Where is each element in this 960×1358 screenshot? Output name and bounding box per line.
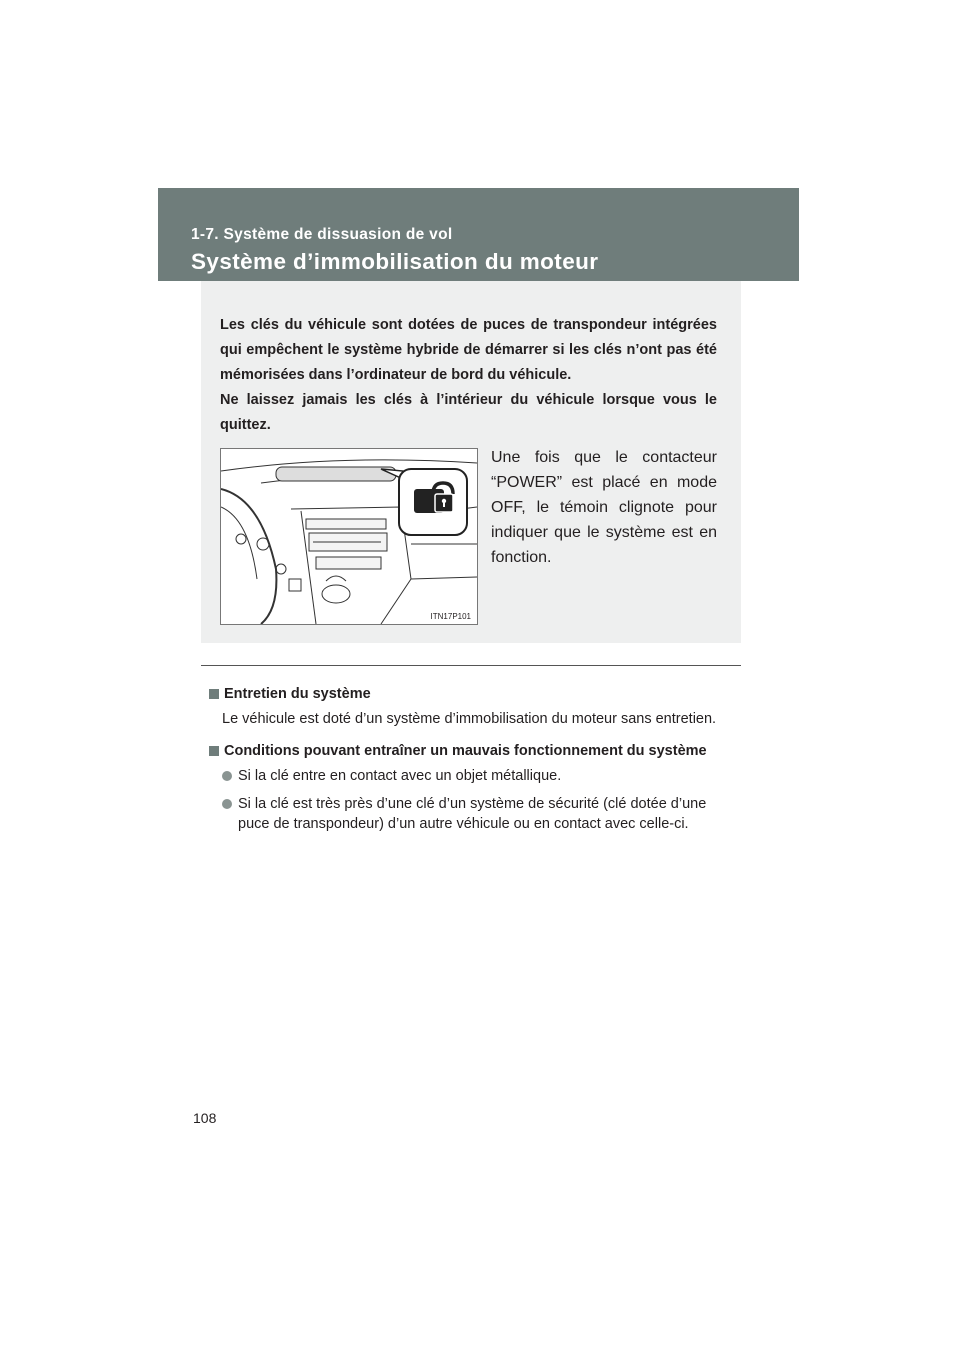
section-label: 1-7. Système de dissuasion de vol bbox=[191, 226, 453, 243]
intro-paragraph: Les clés du véhicule sont dotées de puces de transpondeur intégrées qui empêchent le système hybride de démarrer si les clés n’ont pas été mémorisées dans l’ordinateur de bord du véhicule. bbox=[220, 317, 717, 383]
square-bullet-icon bbox=[209, 746, 219, 756]
section-heading-text: Conditions pouvant entraîner un mauvais fonctionnement du système bbox=[224, 743, 707, 759]
section-heading-maintenance bbox=[209, 684, 734, 704]
page-number: 108 bbox=[193, 1110, 217, 1126]
list-item-text: Si la clé entre en contact avec un objet métallique. bbox=[238, 768, 562, 784]
intro-paragraph: Ne laissez jamais les clés à l’intérieur du véhicule lorsque vous le quittez. bbox=[220, 392, 717, 433]
page-title: Système d’immobilisation du moteur bbox=[191, 249, 599, 274]
round-bullet-icon bbox=[222, 771, 232, 781]
dashboard-illustration bbox=[220, 448, 478, 625]
figure-caption: Une fois que le contacteur “POWER” est placé en mode OFF, le témoin clignote pour indiquer que le système est en fonction. bbox=[491, 449, 717, 566]
chapter-header bbox=[158, 188, 799, 281]
list-item bbox=[222, 766, 734, 786]
dashboard-drawing bbox=[221, 449, 477, 624]
list-item bbox=[222, 794, 734, 834]
content-body bbox=[209, 684, 734, 842]
round-bullet-icon bbox=[222, 799, 232, 809]
figure-code: ITN17P101 bbox=[430, 612, 471, 621]
intro-text bbox=[220, 313, 717, 438]
section-heading-conditions bbox=[209, 741, 734, 761]
list-item-text: Si la clé est très près d’une clé d’un système de sécurité (clé dotée d’une puce de transpondeur) d’un autre véhicule ou en contact avec celle-ci. bbox=[238, 796, 707, 832]
square-bullet-icon bbox=[209, 689, 219, 699]
intro-box bbox=[201, 281, 741, 643]
section-heading-text: Entretien du système bbox=[224, 686, 371, 702]
maintenance-text: Le véhicule est doté d’un système d’immobilisation du moteur sans entretien. bbox=[222, 711, 717, 727]
section-divider bbox=[201, 665, 741, 666]
